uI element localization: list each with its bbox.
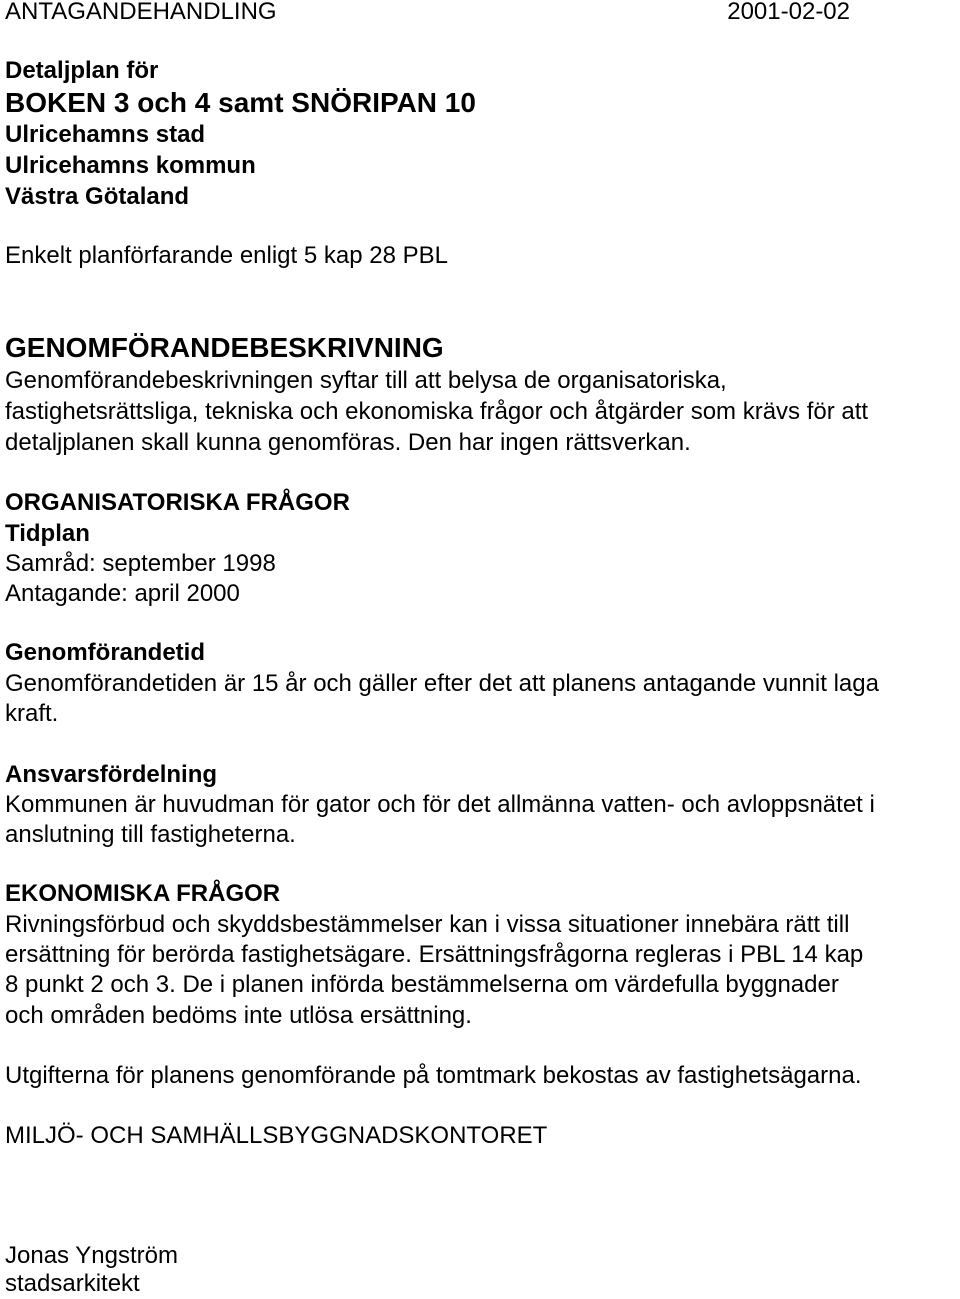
- plan-region: Västra Götaland: [5, 183, 190, 210]
- document-status: ANTAGANDEHANDLING: [5, 0, 277, 25]
- intro-line: fastighetsrättsliga, tekniska och ekonomiska frågor och åtgärder som krävs för att: [5, 398, 869, 425]
- ansvar-text: anslutning till fastigheterna.: [5, 821, 296, 848]
- plan-name: BOKEN 3 och 4 samt SNÖRIPAN 10: [5, 87, 476, 118]
- plan-municipality: Ulricehamns kommun: [5, 152, 256, 179]
- section-title-organisatoriska: ORGANISATORISKA FRÅGOR: [5, 489, 350, 516]
- intro-line: detaljplanen skall kunna genomföras. Den har ingen rättsverkan.: [5, 429, 691, 456]
- ekonomiska-text: och områden bedöms inte utlösa ersättning.: [5, 1002, 472, 1029]
- subheading-genomforandetid: Genomförandetid: [5, 639, 206, 666]
- signature-name: Jonas Yngström: [5, 1242, 178, 1269]
- genomforandetid-text: Genomförandetiden är 15 år och gäller efter det att planens antagande vunnit laga: [5, 670, 879, 697]
- intro-line: Genomförandebeskrivningen syftar till att belysa de organisatoriska,: [5, 367, 727, 394]
- ekonomiska-text: ersättning för berörda fastighetsägare. Ersättningsfrågorna regleras i PBL 14 kap: [5, 941, 864, 968]
- intro-title: GENOMFÖRANDEBESKRIVNING: [5, 332, 444, 363]
- plan-city: Ulricehamns stad: [5, 121, 206, 148]
- subheading-tidplan: Tidplan: [5, 520, 90, 547]
- section-title-ekonomiska: EKONOMISKA FRÅGOR: [5, 880, 281, 907]
- subheading-ansvarsfordelning: Ansvarsfördelning: [5, 761, 218, 788]
- tidplan-samrad: Samråd: september 1998: [5, 550, 276, 577]
- utgifter-text: Utgifterna för planens genomförande på tomtmark bekostas av fastighetsägarna.: [5, 1062, 862, 1089]
- tidplan-antagande: Antagande: april 2000: [5, 580, 240, 607]
- genomforandetid-text: kraft.: [5, 700, 59, 727]
- ekonomiska-text: Rivningsförbud och skyddsbestämmelser kan i vissa situationer innebära rätt till: [5, 911, 850, 938]
- signature-office: MILJÖ- OCH SAMHÄLLSBYGGNADSKONTORET: [5, 1122, 548, 1149]
- plan-procedure: Enkelt planförfarande enligt 5 kap 28 PBL: [5, 242, 448, 269]
- plan-label: Detaljplan för: [5, 57, 159, 84]
- document-header: [5, 0, 955, 27]
- document-date: 2001-02-02: [727, 0, 850, 25]
- signature-role: stadsarkitekt: [5, 1270, 140, 1297]
- ekonomiska-text: 8 punkt 2 och 3. De i planen införda bestämmelserna om värdefulla byggnader: [5, 971, 839, 998]
- ansvar-text: Kommunen är huvudman för gator och för det allmänna vatten- och avloppsnätet i: [5, 791, 875, 818]
